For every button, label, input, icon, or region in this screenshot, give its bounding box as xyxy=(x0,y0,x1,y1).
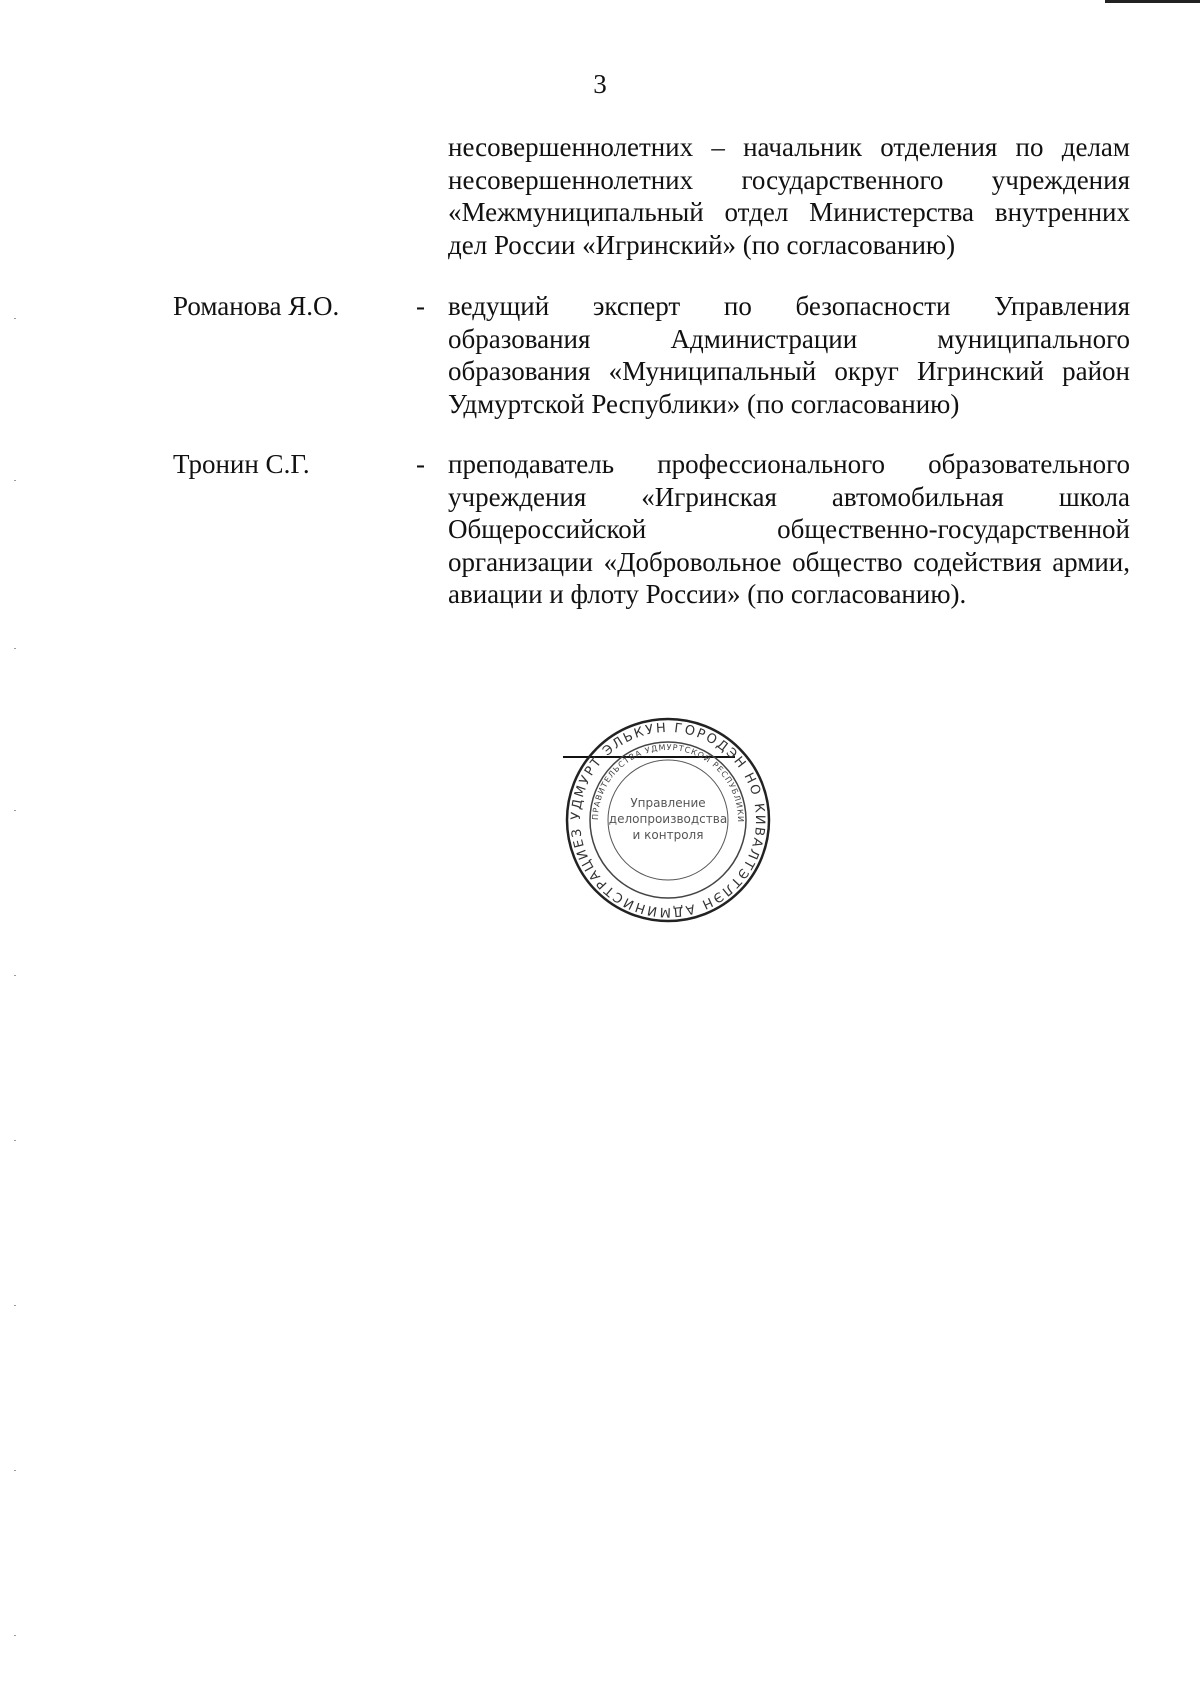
member-dash: - xyxy=(416,291,425,321)
seal-center-line: и контроля xyxy=(632,828,704,842)
member-dash: - xyxy=(416,449,425,479)
seal-center-line: Управление xyxy=(630,796,706,810)
member-name: Романова Я.О. xyxy=(173,291,340,321)
seal-center-line: делопроизводства xyxy=(608,812,728,826)
official-seal-stamp xyxy=(563,715,773,925)
page-number: 3 xyxy=(593,69,607,99)
member-description: ведущий эксперт по безопасности Управления образования Администрации муниципального образования «Муниципальный округ Игринский район Удмуртской Республики» (по согласованию) xyxy=(448,291,1130,419)
scan-edge-mark xyxy=(1105,0,1200,3)
member-description: преподаватель профессионального образовательного учреждения «Игринская автомобильная школа Общероссийской общественно-государственной организации «Добровольное общество содействия армии, авиации и флоту России» (по согласованию). xyxy=(448,449,1130,609)
intro-paragraph: несовершеннолетних – начальник отделения по делам несовершеннолетних государственного учреждения «Межмуниципальный отдел Министерства внутренних дел России «Игринский» (по согласованию) xyxy=(448,132,1130,260)
member-name: Тронин С.Г. xyxy=(173,449,310,479)
seal-inner-text: ПРАВИТЕЛЬСТВА УДМУРТСКОЙ РЕСПУБЛИКИ xyxy=(590,742,746,824)
seal-outer-text: УДМУРТ ЭЛЬКУН ГОРОДЭН НО КИВАЛТЭТЛЭН АДМИНИСТРАЦИЕЗ xyxy=(568,720,768,920)
